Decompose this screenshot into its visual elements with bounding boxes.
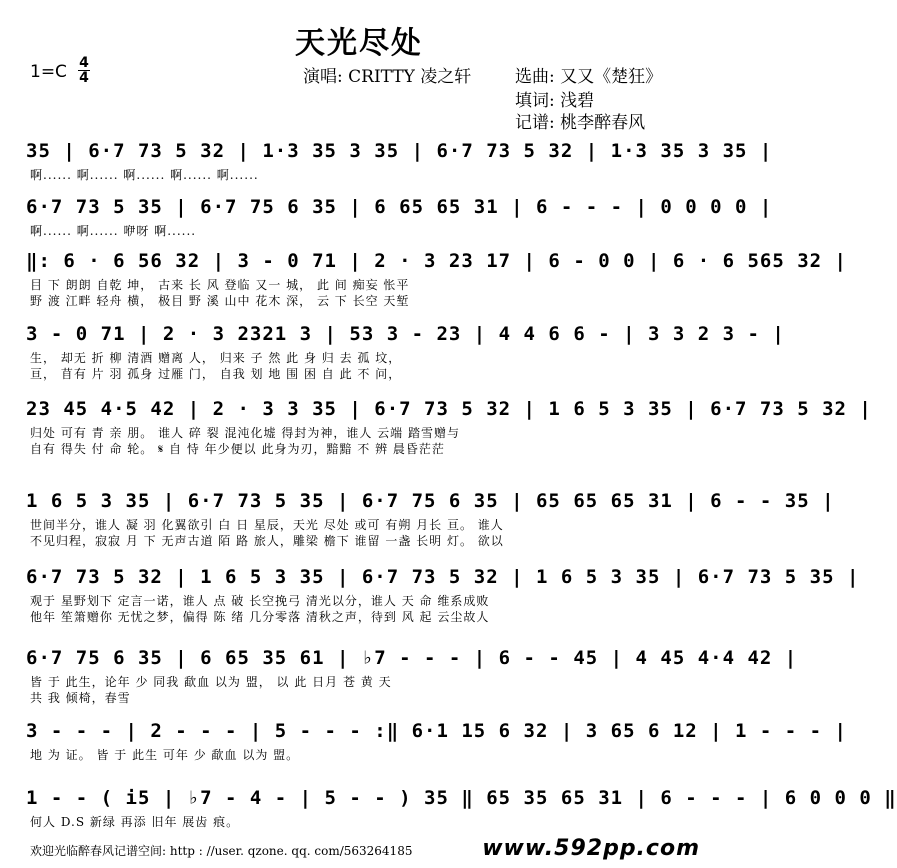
notation-line: 23 45 4·5 42 | 2 · 3 3 35 | 6·7 73 5 32 | 1 6 5 3 35 | 6·7 73 5 32 | [26,398,872,420]
time-signature-bottom: 4 [79,70,89,86]
lyricist-credit: 填词: 浅碧 [515,91,595,111]
lyric-line: 皆 于 此生，论年 少 同我 歃血 以为 盟， 以 此 日月 苍 黄 天 [30,675,392,689]
song-title: 天光尽处 [295,26,423,61]
notation-line: 6·7 73 5 32 | 1 6 5 3 35 | 6·7 73 5 32 | 1 6 5 3 35 | 6·7 73 5 35 | [26,566,860,588]
transcriber-credit: 记谱: 桃李醉春风 [515,113,646,133]
lyric-line: 共 我 倾椅，春雪 [30,691,131,705]
time-signature [78,56,90,85]
notation-line: 1 - - ( i5 | ♭7 - 4 - | 5 - - ) 35 ‖ 65 35 65 31 | 6 - - - | 6 0 0 0 ‖ [26,787,897,809]
lyric-line: 他年 笙箫赠你 无忧之梦，偏得 陈 绪 几分零落 清秋之声，待到 风 起 云尘故人 [30,610,490,624]
lyric-line: 啊...... 啊...... 啊...... 啊...... 啊...... [30,168,259,182]
lyric-line: 自有 得失 付 命 轮。 𝄋 自 恃 年少便以 此身为刃，黯黯 不 辨 晨昏茫茫 [30,442,445,456]
notation-line: 1 6 5 3 35 | 6·7 73 5 35 | 6·7 75 6 35 | 65 65 65 31 | 6 - - 35 | [26,490,835,512]
notation-line: 35 | 6·7 73 5 32 | 1·3 35 3 35 | 6·7 73 5 32 | 1·3 35 3 35 | [26,140,773,162]
lyric-line: 观于 星野划下 定言一诺，谁人 点 破 长空挽弓 清光以分，谁人 天 命 维系成败 [30,594,490,608]
footer-link[interactable]: 欢迎光临醉春风记谱空间: http : //user. qzone. qq. com/563264185 [30,844,413,858]
lyric-line: 不见归程，寂寂 月 下 无声古道 陌 路 旅人，雕梁 檐下 谁留 一盏 长明 灯。 欲以 [30,534,504,548]
lyric-line: 野 渡 江畔 轻舟 横， 极目 野 溪 山中 花木 深， 云 下 长空 天堑 [30,294,410,308]
site-watermark: www.592pp.com [482,836,700,861]
lyric-line: 目 下 朗朗 自乾 坤， 古来 长 风 登临 又一 城， 此 间 痴妄 怅平 [30,278,410,292]
song-from-credit: 选曲: 又又《楚狂》 [515,67,663,87]
notation-line: 6·7 73 5 35 | 6·7 75 6 35 | 6 65 65 31 | 6 - - - | 0 0 0 0 | [26,196,773,218]
singer-credit: 演唱: CRITTY 凌之轩 [303,67,472,87]
time-signature-top: 4 [79,55,89,71]
notation-line: 3 - 0 71 | 2 · 3 2321 3 | 53 3 - 23 | 4 4 6 6 - | 3 3 2 3 - | [26,323,785,345]
lyric-line: 地 为 证。 皆 于 此生 可年 少 歃血 以为 盟。 [30,748,300,762]
key-signature: 1=C [30,62,67,82]
lyric-line: 世间半分，谁人 凝 羽 化翼欲引 白 日 星辰，天光 尽处 或可 有朔 月长 亘。 谁人 [30,518,504,532]
lyric-line: 啊...... 啊...... 咿呀 啊...... [30,224,197,238]
lyric-line: 何人 D.S 新绿 再添 旧年 展齿 痕。 [30,815,240,829]
notation-line: ‖: 6 · 6 56 32 | 3 - 0 71 | 2 · 3 23 17 | 6 - 0 0 | 6 · 6 565 32 | [26,250,847,272]
lyric-line: 归处 可有 青 亲 朋。 谁人 碎 裂 混沌化墟 得封为神，谁人 云端 踏雪赠与 [30,426,460,440]
lyric-line: 亘， 苜有 片 羽 孤身 过雁 门， 自我 划 地 围 困 自 此 不 问， [30,367,402,381]
notation-line: 6·7 75 6 35 | 6 65 35 61 | ♭7 - - - | 6 - - 45 | 4 45 4·4 42 | [26,647,798,669]
notation-line: 3 - - - | 2 - - - | 5 - - - :‖ 6·1 15 6 32 | 3 65 6 12 | 1 - - - | [26,720,847,742]
lyric-line: 生， 却无 折 柳 清酒 赠离 人， 归来 子 然 此 身 归 去 孤 坟， [30,351,402,365]
